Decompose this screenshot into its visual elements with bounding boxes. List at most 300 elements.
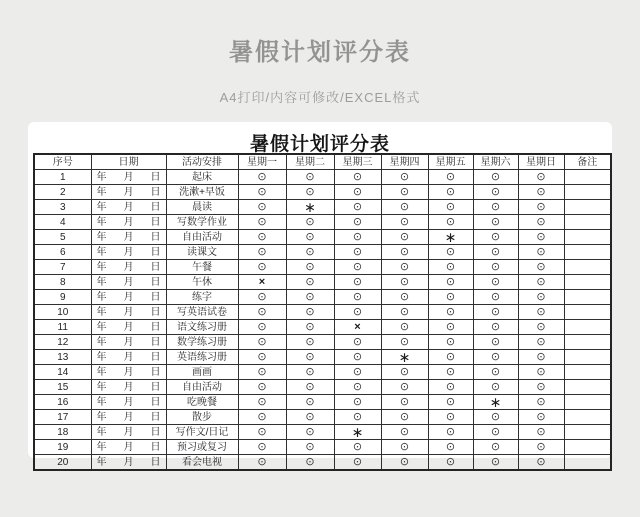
mark-cell: ⊙ — [381, 395, 428, 410]
row-number-cell: 11 — [34, 320, 91, 335]
row-number-cell: 7 — [34, 260, 91, 275]
table-body — [34, 170, 611, 471]
remark-cell — [564, 275, 611, 290]
remark-cell — [564, 230, 611, 245]
date-cell — [91, 200, 166, 215]
mark-cell: ⊙ — [381, 290, 428, 305]
mark-cell: ⊙ — [238, 245, 286, 260]
table-row — [34, 365, 611, 380]
remark-cell — [564, 170, 611, 185]
date-cell — [91, 230, 166, 245]
mark-cell: ⊙ — [428, 425, 473, 440]
mark-cell: ⊙ — [286, 365, 334, 380]
date-part: 月 — [123, 336, 134, 348]
mark-cell: ⊙ — [334, 410, 381, 425]
date-parts — [92, 426, 166, 439]
date-parts — [92, 366, 166, 379]
mark-cell: ⊙ — [518, 185, 564, 200]
date-cell — [91, 320, 166, 335]
table-row — [34, 425, 611, 440]
mark-cell: ⊙ — [238, 260, 286, 275]
date-cell — [91, 170, 166, 185]
col-header-remark: 备注 — [564, 154, 611, 170]
mark-cell: ⊙ — [381, 245, 428, 260]
date-parts — [92, 456, 166, 469]
mark-cell: ⊙ — [518, 275, 564, 290]
table-row — [34, 200, 611, 215]
mark-cell: ⊙ — [428, 440, 473, 455]
page-subtitle: A4打印/内容可修改/EXCEL格式 — [219, 90, 421, 105]
mark-cell: ⊙ — [518, 395, 564, 410]
date-part: 月 — [123, 366, 134, 378]
table-row — [34, 185, 611, 200]
date-cell — [91, 425, 166, 440]
date-part: 年 — [96, 216, 107, 228]
date-part: 月 — [123, 396, 134, 408]
mark-cell: ⊙ — [286, 170, 334, 185]
mark-cell: ⊙ — [334, 335, 381, 350]
date-part: 年 — [96, 186, 107, 198]
remark-cell — [564, 215, 611, 230]
mark-cell: ⊙ — [286, 320, 334, 335]
activity-cell: 起床 — [166, 170, 238, 185]
mark-cell: ⊙ — [428, 380, 473, 395]
row-number-cell: 5 — [34, 230, 91, 245]
col-header-tuesday: 星期二 — [286, 154, 334, 170]
row-number-cell: 16 — [34, 395, 91, 410]
mark-cell: ⊙ — [473, 425, 518, 440]
date-parts — [92, 351, 166, 364]
date-part: 年 — [96, 291, 107, 303]
mark-cell: ⊙ — [518, 290, 564, 305]
remark-cell — [564, 245, 611, 260]
mark-cell: ⊙ — [238, 455, 286, 471]
date-part: 月 — [123, 381, 134, 393]
date-parts — [92, 261, 166, 274]
row-number-cell: 14 — [34, 365, 91, 380]
date-cell — [91, 335, 166, 350]
mark-cell: × — [238, 275, 286, 290]
col-header-sunday: 星期日 — [518, 154, 564, 170]
mark-cell: ⊙ — [473, 350, 518, 365]
mark-cell: ⊙ — [238, 425, 286, 440]
activity-cell: 语文练习册 — [166, 320, 238, 335]
mark-cell: ⊙ — [286, 275, 334, 290]
mark-cell: ⊙ — [381, 200, 428, 215]
mark-cell: ⊙ — [518, 215, 564, 230]
date-part: 日 — [150, 291, 161, 303]
mark-cell: ⊙ — [518, 260, 564, 275]
date-part: 年 — [96, 201, 107, 213]
date-parts — [92, 231, 166, 244]
remark-cell — [564, 425, 611, 440]
date-part: 日 — [150, 306, 161, 318]
date-parts — [92, 276, 166, 289]
col-header-activity: 活动安排 — [166, 154, 238, 170]
col-header-friday: 星期五 — [428, 154, 473, 170]
date-part: 年 — [96, 321, 107, 333]
date-part: 年 — [96, 306, 107, 318]
activity-cell: 午餐 — [166, 260, 238, 275]
activity-cell: 自由活动 — [166, 380, 238, 395]
activity-cell: 写数学作业 — [166, 215, 238, 230]
date-cell — [91, 350, 166, 365]
table-row — [34, 275, 611, 290]
mark-cell: ⊙ — [238, 200, 286, 215]
table-header-row — [34, 154, 611, 170]
date-part: 日 — [150, 186, 161, 198]
mark-cell: ⊙ — [286, 260, 334, 275]
date-part: 年 — [96, 246, 107, 258]
row-number-cell: 13 — [34, 350, 91, 365]
col-header-monday: 星期一 — [238, 154, 286, 170]
row-number-cell: 8 — [34, 275, 91, 290]
mark-cell: ⊙ — [428, 395, 473, 410]
mark-cell: ⊙ — [428, 365, 473, 380]
mark-cell: ⊙ — [473, 440, 518, 455]
mark-cell: ⊙ — [238, 290, 286, 305]
date-part: 月 — [123, 306, 134, 318]
mark-cell: ⊙ — [473, 380, 518, 395]
mark-cell: ⊙ — [518, 440, 564, 455]
table-row — [34, 350, 611, 365]
mark-cell: ⊙ — [238, 350, 286, 365]
date-cell — [91, 395, 166, 410]
worksheet-card — [28, 122, 612, 468]
remark-cell — [564, 200, 611, 215]
mark-cell: ⊙ — [286, 185, 334, 200]
mark-cell: ⊙ — [334, 455, 381, 471]
date-part: 年 — [96, 366, 107, 378]
remark-cell — [564, 305, 611, 320]
date-part: 日 — [150, 276, 161, 288]
mark-cell: ∗ — [473, 395, 518, 410]
remark-cell — [564, 410, 611, 425]
date-parts — [92, 381, 166, 394]
mark-cell: ⊙ — [428, 185, 473, 200]
date-part: 日 — [150, 216, 161, 228]
activity-cell: 吃晚餐 — [166, 395, 238, 410]
table-row — [34, 320, 611, 335]
mark-cell: ⊙ — [334, 440, 381, 455]
mark-cell: ⊙ — [428, 335, 473, 350]
date-cell — [91, 410, 166, 425]
activity-cell: 数学练习册 — [166, 335, 238, 350]
mark-cell: ⊙ — [473, 335, 518, 350]
table-row — [34, 170, 611, 185]
date-parts — [92, 246, 166, 259]
mark-cell: ⊙ — [286, 215, 334, 230]
date-part: 日 — [150, 366, 161, 378]
row-number-cell: 10 — [34, 305, 91, 320]
mark-cell: ⊙ — [334, 245, 381, 260]
mark-cell: × — [334, 320, 381, 335]
mark-cell: ⊙ — [518, 245, 564, 260]
mark-cell: ⊙ — [238, 380, 286, 395]
row-number-cell: 6 — [34, 245, 91, 260]
mark-cell: ⊙ — [334, 260, 381, 275]
mark-cell: ⊙ — [334, 275, 381, 290]
mark-cell: ⊙ — [286, 305, 334, 320]
table-row — [34, 410, 611, 425]
col-header-index: 序号 — [34, 154, 91, 170]
date-cell — [91, 260, 166, 275]
mark-cell: ⊙ — [428, 350, 473, 365]
mark-cell: ⊙ — [286, 425, 334, 440]
mark-cell: ⊙ — [473, 215, 518, 230]
date-part: 月 — [123, 246, 134, 258]
mark-cell: ⊙ — [238, 230, 286, 245]
mark-cell: ⊙ — [334, 305, 381, 320]
activity-cell: 读课文 — [166, 245, 238, 260]
mark-cell: ∗ — [428, 230, 473, 245]
mark-cell: ⊙ — [381, 170, 428, 185]
activity-cell: 散步 — [166, 410, 238, 425]
date-parts — [92, 396, 166, 409]
mark-cell: ⊙ — [334, 365, 381, 380]
mark-cell: ⊙ — [473, 275, 518, 290]
mark-cell: ⊙ — [238, 215, 286, 230]
date-part: 月 — [123, 231, 134, 243]
mark-cell: ⊙ — [286, 350, 334, 365]
mark-cell: ⊙ — [518, 170, 564, 185]
mark-cell: ⊙ — [286, 290, 334, 305]
mark-cell: ⊙ — [473, 410, 518, 425]
date-cell — [91, 455, 166, 471]
date-part: 日 — [150, 171, 161, 183]
mark-cell: ⊙ — [286, 380, 334, 395]
remark-cell — [564, 350, 611, 365]
mark-cell: ⊙ — [238, 440, 286, 455]
table-row — [34, 230, 611, 245]
score-table — [33, 153, 612, 471]
row-number-cell: 12 — [34, 335, 91, 350]
date-parts — [92, 306, 166, 319]
mark-cell: ⊙ — [286, 245, 334, 260]
date-part: 日 — [150, 321, 161, 333]
row-number-cell: 2 — [34, 185, 91, 200]
table-row — [34, 290, 611, 305]
row-number-cell: 3 — [34, 200, 91, 215]
mark-cell: ⊙ — [238, 410, 286, 425]
mark-cell: ⊙ — [381, 380, 428, 395]
date-part: 日 — [150, 441, 161, 453]
date-part: 年 — [96, 426, 107, 438]
mark-cell: ⊙ — [286, 410, 334, 425]
mark-cell: ⊙ — [518, 425, 564, 440]
date-part: 年 — [96, 396, 107, 408]
mark-cell: ⊙ — [334, 215, 381, 230]
col-header-saturday: 星期六 — [473, 154, 518, 170]
date-part: 月 — [123, 351, 134, 363]
activity-cell: 洗漱+早饭 — [166, 185, 238, 200]
date-part: 月 — [123, 186, 134, 198]
remark-cell — [564, 335, 611, 350]
mark-cell: ⊙ — [473, 170, 518, 185]
remark-cell — [564, 380, 611, 395]
mark-cell: ⊙ — [286, 230, 334, 245]
activity-cell: 预习或复习 — [166, 440, 238, 455]
date-parts — [92, 186, 166, 199]
mark-cell: ⊙ — [381, 260, 428, 275]
remark-cell — [564, 185, 611, 200]
mark-cell: ⊙ — [381, 185, 428, 200]
mark-cell: ∗ — [286, 200, 334, 215]
date-part: 月 — [123, 201, 134, 213]
mark-cell: ⊙ — [473, 245, 518, 260]
date-cell — [91, 185, 166, 200]
date-parts — [92, 201, 166, 214]
activity-cell: 英语练习册 — [166, 350, 238, 365]
mark-cell: ⊙ — [473, 455, 518, 471]
mark-cell: ⊙ — [286, 455, 334, 471]
activity-cell: 练字 — [166, 290, 238, 305]
activity-cell: 看会电视 — [166, 455, 238, 471]
mark-cell: ⊙ — [334, 350, 381, 365]
mark-cell: ⊙ — [334, 380, 381, 395]
mark-cell: ⊙ — [381, 410, 428, 425]
date-part: 日 — [150, 246, 161, 258]
remark-cell — [564, 395, 611, 410]
mark-cell: ⊙ — [381, 320, 428, 335]
date-part: 日 — [150, 336, 161, 348]
table-row — [34, 455, 611, 471]
table-row — [34, 380, 611, 395]
mark-cell: ⊙ — [238, 305, 286, 320]
date-part: 日 — [150, 426, 161, 438]
page-title: 暑假计划评分表 — [229, 39, 411, 66]
mark-cell: ⊙ — [428, 245, 473, 260]
mark-cell: ⊙ — [518, 320, 564, 335]
date-part: 年 — [96, 351, 107, 363]
date-parts — [92, 441, 166, 454]
mark-cell: ⊙ — [381, 215, 428, 230]
date-parts — [92, 321, 166, 334]
col-header-thursday: 星期四 — [381, 154, 428, 170]
mark-cell: ⊙ — [381, 455, 428, 471]
remark-cell — [564, 365, 611, 380]
date-parts — [92, 291, 166, 304]
date-part: 月 — [123, 426, 134, 438]
mark-cell: ⊙ — [518, 305, 564, 320]
table-row — [34, 395, 611, 410]
date-cell — [91, 245, 166, 260]
date-cell — [91, 380, 166, 395]
date-part: 年 — [96, 411, 107, 423]
mark-cell: ⊙ — [473, 185, 518, 200]
date-cell — [91, 365, 166, 380]
mark-cell: ⊙ — [428, 260, 473, 275]
mark-cell: ⊙ — [518, 380, 564, 395]
mark-cell: ⊙ — [381, 275, 428, 290]
mark-cell: ⊙ — [238, 335, 286, 350]
sheet-title: 暑假计划评分表 — [249, 134, 390, 155]
date-part: 日 — [150, 201, 161, 213]
mark-cell: ⊙ — [334, 170, 381, 185]
mark-cell: ⊙ — [286, 335, 334, 350]
date-parts — [92, 336, 166, 349]
mark-cell: ⊙ — [428, 305, 473, 320]
row-number-cell: 19 — [34, 440, 91, 455]
mark-cell: ⊙ — [518, 335, 564, 350]
table-row — [34, 215, 611, 230]
date-cell — [91, 440, 166, 455]
mark-cell: ⊙ — [473, 290, 518, 305]
mark-cell: ⊙ — [334, 395, 381, 410]
date-part: 月 — [123, 321, 134, 333]
mark-cell: ⊙ — [428, 455, 473, 471]
mark-cell: ⊙ — [473, 260, 518, 275]
date-part: 月 — [123, 441, 134, 453]
mark-cell: ⊙ — [381, 440, 428, 455]
date-cell — [91, 275, 166, 290]
row-number-cell: 17 — [34, 410, 91, 425]
mark-cell: ⊙ — [428, 410, 473, 425]
date-part: 月 — [123, 261, 134, 273]
mark-cell: ⊙ — [428, 170, 473, 185]
mark-cell: ⊙ — [238, 395, 286, 410]
mark-cell: ⊙ — [381, 365, 428, 380]
date-part: 年 — [96, 231, 107, 243]
date-part: 年 — [96, 381, 107, 393]
activity-cell: 午休 — [166, 275, 238, 290]
mark-cell: ⊙ — [473, 230, 518, 245]
table-row — [34, 305, 611, 320]
mark-cell: ⊙ — [334, 290, 381, 305]
mark-cell: ⊙ — [428, 215, 473, 230]
mark-cell: ⊙ — [286, 440, 334, 455]
mark-cell: ⊙ — [381, 335, 428, 350]
date-part: 月 — [123, 216, 134, 228]
activity-cell: 写英语试卷 — [166, 305, 238, 320]
date-part: 月 — [123, 456, 134, 468]
mark-cell: ⊙ — [381, 305, 428, 320]
mark-cell: ⊙ — [428, 200, 473, 215]
date-cell — [91, 305, 166, 320]
remark-cell — [564, 455, 611, 471]
date-part: 日 — [150, 381, 161, 393]
mark-cell: ⊙ — [518, 230, 564, 245]
mark-cell: ⊙ — [473, 320, 518, 335]
date-part: 月 — [123, 276, 134, 288]
date-cell — [91, 215, 166, 230]
mark-cell: ⊙ — [334, 185, 381, 200]
remark-cell — [564, 320, 611, 335]
date-part: 日 — [150, 411, 161, 423]
date-part: 年 — [96, 261, 107, 273]
activity-cell: 晨读 — [166, 200, 238, 215]
mark-cell: ⊙ — [518, 410, 564, 425]
mark-cell: ⊙ — [238, 365, 286, 380]
mark-cell: ⊙ — [286, 395, 334, 410]
date-part: 年 — [96, 276, 107, 288]
table-row — [34, 335, 611, 350]
row-number-cell: 4 — [34, 215, 91, 230]
date-part: 日 — [150, 396, 161, 408]
date-part: 年 — [96, 171, 107, 183]
table-row — [34, 245, 611, 260]
row-number-cell: 20 — [34, 455, 91, 471]
mark-cell: ⊙ — [518, 455, 564, 471]
row-number-cell: 15 — [34, 380, 91, 395]
mark-cell: ⊙ — [473, 305, 518, 320]
mark-cell: ⊙ — [428, 290, 473, 305]
mark-cell: ⊙ — [381, 425, 428, 440]
date-part: 日 — [150, 261, 161, 273]
date-part: 月 — [123, 171, 134, 183]
row-number-cell: 9 — [34, 290, 91, 305]
mark-cell: ⊙ — [518, 365, 564, 380]
